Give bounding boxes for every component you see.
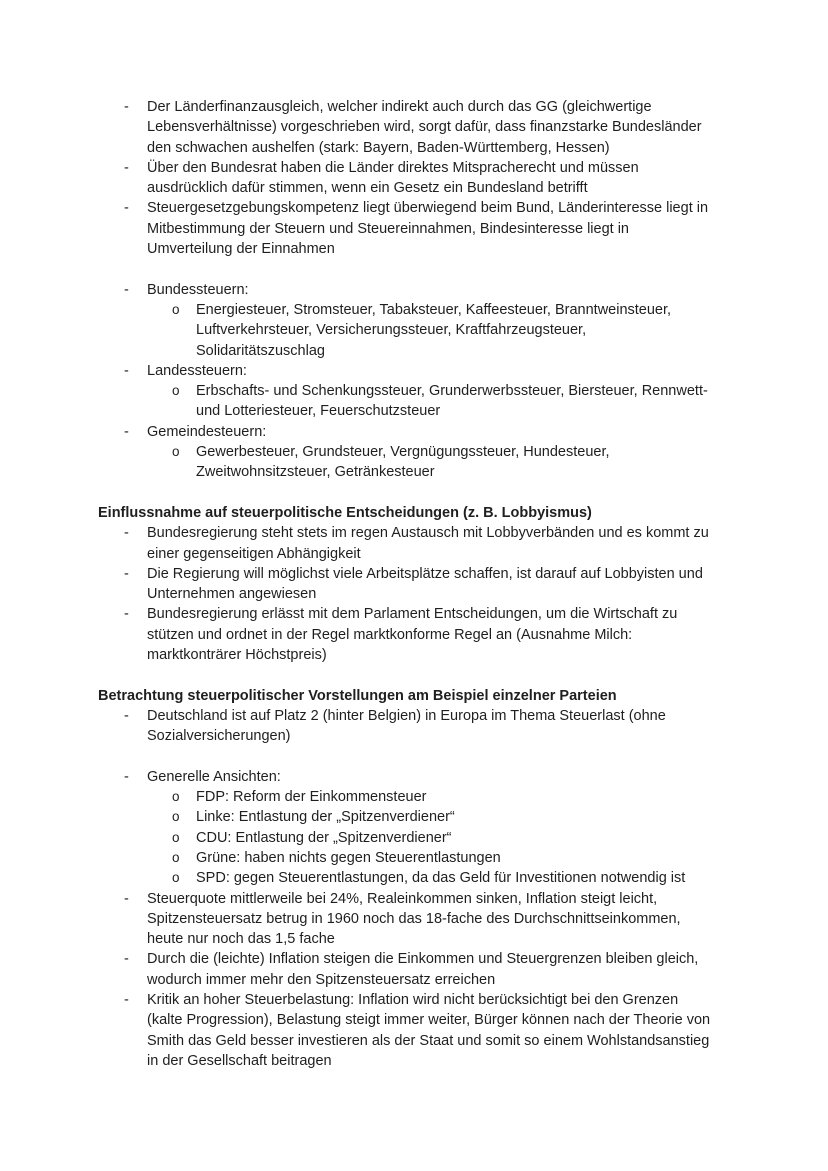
dash-bullet-marker: - <box>124 606 129 623</box>
paragraph-spacer <box>98 483 711 503</box>
circle-bullet-marker: o <box>172 809 180 825</box>
sub-bullet-item <box>98 828 711 848</box>
circle-bullet-marker: o <box>172 849 180 865</box>
dash-bullet-marker: - <box>124 99 129 115</box>
item-text: SPD: gegen Steuerentlastungen, da das Geld für Investitionen notwendig ist <box>196 870 686 887</box>
item-text: Energiesteuer, Stromsteuer, Tabaksteuer, Kaffeesteuer, Branntweinsteuer, Luftverkehrsteuer, Versicherungssteuer, Kraftfahrzeugsteuer, Solidaritätszuschlag <box>196 301 672 359</box>
dash-bullet-marker: - <box>124 423 129 440</box>
bullet-item <box>98 949 711 990</box>
sub-bullet-item <box>98 300 711 361</box>
item-text: Über den Bundesrat haben die Länder direktes Mitspracherecht und müssen ausdrücklich dafür stimmen, wenn ein Gesetz ein Bundesland betrifft <box>147 159 639 197</box>
item-text: Erbschafts- und Schenkungssteuer, Grunderwerbssteuer, Biersteuer, Rennwett- und Lotteriesteuer, Feuerschutzsteuer <box>196 383 708 420</box>
section-heading: Einflussnahme auf steuerpolitische Entscheidungen (z. B. Lobbyismus) <box>98 504 592 521</box>
bullet-item <box>98 280 711 300</box>
sub-bullet-item <box>98 787 711 807</box>
item-text: Durch die (leichte) Inflation steigen die Einkommen und Steuergrenzen bleiben gleich, wodurch immer mehr den Spitzensteuersatz erreichen <box>147 951 699 988</box>
circle-bullet-marker: o <box>172 444 180 460</box>
circle-bullet-marker: o <box>172 301 180 317</box>
item-text: Linke: Entlastung der „Spitzenverdiener“ <box>196 809 455 826</box>
dash-bullet-marker: - <box>124 768 129 785</box>
document-content <box>98 97 711 1071</box>
dash-bullet-marker: - <box>124 707 129 724</box>
item-text: Gemeindesteuern: <box>147 423 267 440</box>
item-text: CDU: Entlastung der „Spitzenverdiener“ <box>196 829 452 846</box>
circle-bullet-marker: o <box>172 829 180 845</box>
dash-bullet-marker: - <box>124 565 129 582</box>
dash-bullet-marker: - <box>124 992 129 1009</box>
bullet-item <box>98 523 711 564</box>
item-text: Bundesregierung erlässt mit dem Parlament Entscheidungen, um die Wirtschaft zu stützen und ordnet in der Regel marktkonforme Regel an (Ausnahme Milch: marktkonträrer Höchstpreis) <box>147 606 678 664</box>
item-text: Steuergesetzgebungskompetenz liegt überwiegend beim Bund, Länderinteresse liegt in Mitbestimmung der Steuern und Steuereinnahmen, Bindesinteresse liegt in Umverteilung der Einnahmen <box>147 200 709 258</box>
bullet-item <box>98 767 711 787</box>
bullet-item <box>98 706 711 747</box>
dash-bullet-marker: - <box>124 362 129 379</box>
bullet-item <box>98 422 711 442</box>
paragraph-spacer <box>98 259 711 279</box>
circle-bullet-marker: o <box>172 789 180 805</box>
sub-bullet-item <box>98 442 711 483</box>
item-text: Steuerquote mittlerweile bei 24%, Realeinkommen sinken, Inflation steigt leicht, Spitzensteuersatz betrug in 1960 noch das 18-fache des Durchschnittseinkommen, heute nur noch das 1,5 fache <box>147 890 681 948</box>
bullet-item <box>98 97 711 158</box>
item-text: Kritik an hoher Steuerbelastung: Inflation wird nicht berücksichtigt bei den Grenzen (kalte Progression), Belastung steigt immer weiter, Bürger können nach der Theorie von Smith das Geld besser investieren als der Staat und somit so einem Wohlstandsanstieg in der Gesellschaft beitragen <box>147 992 711 1069</box>
item-text: Gewerbesteuer, Grundsteuer, Vergnügungssteuer, Hundesteuer, Zweitwohnsitzsteuer, Getränkesteuer <box>196 444 610 481</box>
dash-bullet-marker: - <box>124 159 129 176</box>
bullet-item <box>98 604 711 665</box>
item-text: Generelle Ansichten: <box>147 768 281 785</box>
dash-bullet-marker: - <box>124 951 129 968</box>
sub-bullet-item <box>98 868 711 888</box>
item-text: Die Regierung will möglichst viele Arbeitsplätze schaffen, ist darauf auf Lobbyisten und Unternehmen angewiesen <box>147 565 703 603</box>
bullet-item <box>98 889 711 950</box>
dash-bullet-marker: - <box>124 525 129 542</box>
sub-bullet-item <box>98 381 711 422</box>
item-text: Deutschland ist auf Platz 2 (hinter Belgien) in Europa im Thema Steuerlast (ohne Sozialversicherungen) <box>147 707 666 745</box>
paragraph-spacer <box>98 665 711 685</box>
bullet-item <box>98 198 711 259</box>
item-text: Landessteuern: <box>147 362 247 379</box>
bullet-item <box>98 990 711 1071</box>
sub-bullet-item <box>98 848 711 868</box>
dash-bullet-marker: - <box>124 200 129 217</box>
dash-bullet-marker: - <box>124 890 129 907</box>
item-text: Bundessteuern: <box>147 281 249 298</box>
dash-bullet-marker: - <box>124 281 129 298</box>
paragraph-spacer <box>98 747 711 767</box>
bullet-item <box>98 361 711 381</box>
item-text: Der Länderfinanzausgleich, welcher indirekt auch durch das GG (gleichwertige Lebensverhältnisse) vorgeschrieben wird, sorgt dafür, dass finanzstarke Bundesländer den schwachen aushelfen (stark: Bayern, Baden-Württemberg, Hessen) <box>147 99 702 156</box>
bullet-item <box>98 158 711 199</box>
section-heading: Betrachtung steuerpolitischer Vorstellungen am Beispiel einzelner Parteien <box>98 687 617 704</box>
item-text: FDP: Reform der Einkommensteuer <box>196 789 427 806</box>
bullet-item <box>98 564 711 605</box>
sub-bullet-item <box>98 807 711 827</box>
item-text: Bundesregierung steht stets im regen Austausch mit Lobbyverbänden und es kommt zu einer gegenseitigen Abhängigkeit <box>147 525 709 562</box>
circle-bullet-marker: o <box>172 383 180 399</box>
circle-bullet-marker: o <box>172 870 180 886</box>
item-text: Grüne: haben nichts gegen Steuerentlastungen <box>196 849 501 866</box>
